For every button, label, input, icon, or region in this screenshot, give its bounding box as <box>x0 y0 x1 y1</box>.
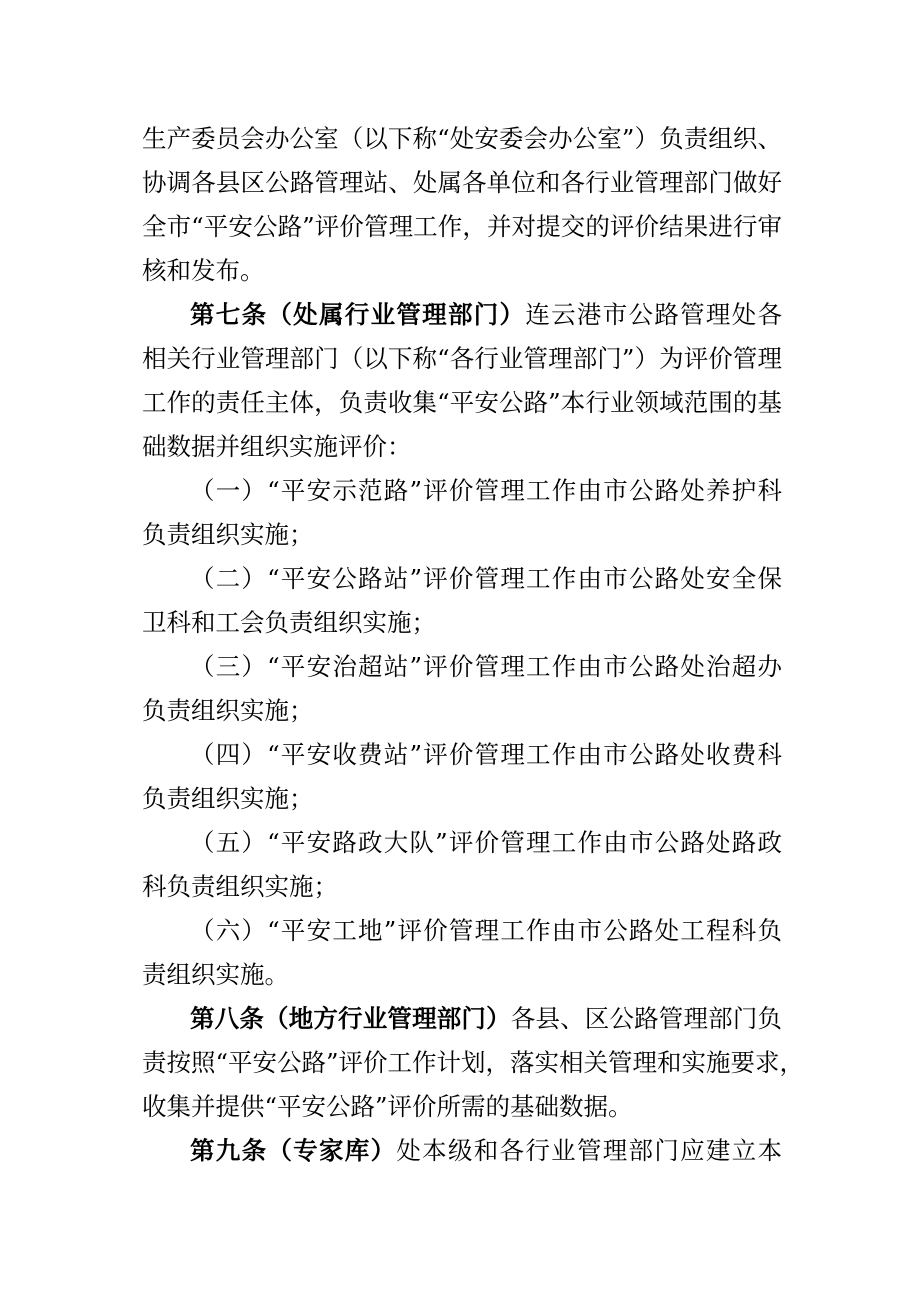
text-line: 负责组织实施； <box>142 696 314 725</box>
text-line: 生产委员会办公室（以下称“处安委会办公室”）负责组织、 <box>142 124 782 153</box>
text-line: 全市“平安公路”评价管理工作，并对提交的评价结果进行审 <box>142 212 782 241</box>
text-line: 础数据并组织实施评价： <box>142 432 412 461</box>
list-item-line: （五）“平安路政大队”评价管理工作由市公路处路政 <box>190 828 782 857</box>
list-item-line: （四）“平安收费站”评价管理工作由市公路处收费科 <box>190 740 782 769</box>
text-line: 相关行业管理部门（以下称“各行业管理部门”）为评价管理 <box>142 344 782 373</box>
text-line: 科负责组织实施； <box>142 872 338 901</box>
text-line: 工作的责任主体，负责收集“平安公路”本行业领域范围的基 <box>142 388 782 417</box>
text-line: 负责组织实施； <box>142 520 314 549</box>
article-9-heading: 第九条（专家库） <box>190 1136 397 1165</box>
text-span: 连云港市公路管理处各 <box>525 300 783 329</box>
text-line: 收集并提供“平安公路”评价所需的基础数据。 <box>142 1092 633 1121</box>
list-item-line: （一）“平安示范路”评价管理工作由市公路处养护科 <box>190 476 782 505</box>
text-line: 协调各县区公路管理站、处属各单位和各行业管理部门做好 <box>142 168 782 197</box>
text-line: 责按照“平安公路”评价工作计划，落实相关管理和实施要求， <box>142 1048 805 1077</box>
article-8-heading: 第八条（地方行业管理部门） <box>190 1004 511 1033</box>
text-line: 核和发布。 <box>142 256 265 285</box>
article-9-first-line <box>190 1131 782 1171</box>
article-7-first-line <box>190 295 782 335</box>
text-span: 各县、区公路管理部门负 <box>510 1004 783 1033</box>
text-line: 卫科和工会负责组织实施； <box>142 608 436 637</box>
article-7-heading: 第七条（处属行业管理部门） <box>190 300 526 329</box>
text-line: 负责组织实施； <box>142 784 314 813</box>
list-item-line: （二）“平安公路站”评价管理工作由市公路处安全保 <box>190 564 782 593</box>
article-8-first-line <box>190 999 782 1039</box>
list-item-line: （三）“平安治超站”评价管理工作由市公路处治超办 <box>190 652 782 681</box>
text-line: 责组织实施。 <box>142 960 289 989</box>
text-span: 处本级和各行业管理部门应建立本 <box>396 1136 783 1165</box>
list-item-line: （六）“平安工地”评价管理工作由市公路处工程科负 <box>190 916 782 945</box>
